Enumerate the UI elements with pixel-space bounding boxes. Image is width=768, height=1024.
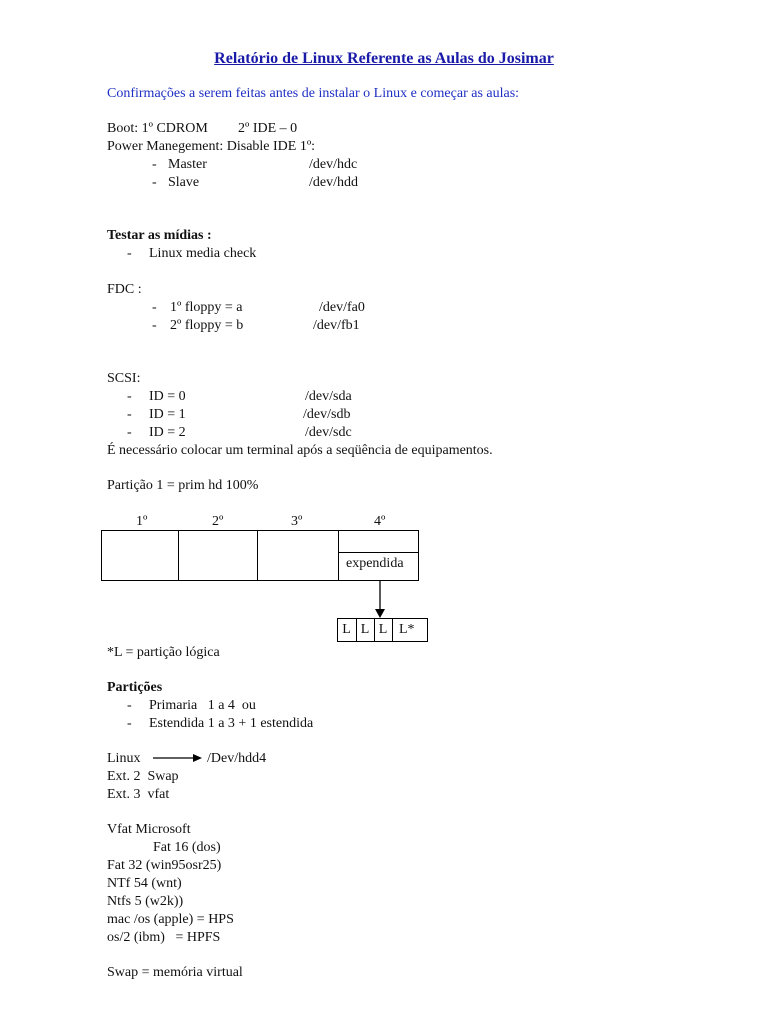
logical-cell-4: L* [399,622,415,637]
boot-second: 2º IDE – 0 [238,121,298,136]
fs-line: Ntfs 5 (w2k)) [107,894,184,909]
logical-cell-2: L [360,622,370,637]
intro-text: Confirmações a serem feitas antes de instalar o Linux e começar as aulas: [107,86,520,101]
logical-note: *L = partição lógica [107,645,220,660]
floppy-2: 2º floppy = b [170,318,244,333]
list-dash: - [152,318,157,333]
list-dash: - [152,300,157,315]
ide-slave: Slave [168,175,200,190]
linux-label: Linux [107,751,141,766]
partition-divider [178,530,179,581]
floppy-1-dev: /dev/fa0 [319,300,365,315]
ext2-line: Ext. 2 Swap [107,769,179,784]
extended-divider [338,552,419,553]
power-management-line: Power Manegement: Disable IDE 1º: [107,139,316,154]
list-dash: - [127,425,132,440]
logical-cell-3: L [378,622,388,637]
linux-device: /Dev/hdd4 [207,751,267,766]
boot-label: Boot: 1º CDROM [107,121,208,136]
document-title: Relatório de Linux Referente as Aulas do Josimar [214,50,554,67]
ide-slave-dev: /dev/hdd [309,175,358,190]
list-dash: - [127,716,132,731]
fs-line: os/2 (ibm) = HPFS [107,930,221,945]
partition-header-3: 3º [291,514,303,529]
list-dash: - [127,246,132,261]
fs-line: NTf 54 (wnt) [107,876,182,891]
partition-primary: Primaria 1 a 4 ou [149,698,256,713]
ext3-line: Ext. 3 vfat [107,787,170,802]
scsi-id-1-dev: /dev/sdb [303,407,351,422]
partition-extended: Estendida 1 a 3 + 1 estendida [149,716,314,731]
list-dash: - [127,698,132,713]
partition-header-1: 1º [136,514,148,529]
fs-line: mac /os (apple) = HPS [107,912,234,927]
scsi-heading: SCSI: [107,371,141,386]
partition-divider [338,530,339,581]
scsi-id-0: ID = 0 [149,389,186,404]
list-dash: - [152,157,157,172]
floppy-2-dev: /dev/fb1 [313,318,360,333]
logical-cell-1: L [342,622,351,637]
fs-line: Fat 16 (dos) [153,840,221,855]
scsi-id-1: ID = 1 [149,407,186,422]
ide-master: Master [168,157,207,172]
ide-master-dev: /dev/hdc [309,157,358,172]
partition-header-2: 2º [212,514,224,529]
test-heading: Testar as mídias : [107,228,212,243]
fs-line: Fat 32 (win95osr25) [107,858,222,873]
fdc-heading: FDC : [107,282,142,297]
logical-divider [392,618,393,642]
right-arrow-icon [152,751,204,765]
scsi-id-0-dev: /dev/sda [305,389,352,404]
list-dash: - [127,389,132,404]
scsi-note: É necessário colocar um terminal após a seqüência de equipamentos. [107,443,493,458]
partition-line: Partição 1 = prim hd 100% [107,478,259,493]
scsi-id-2-dev: /dev/sdc [305,425,352,440]
extended-label: expendida [346,556,404,571]
down-arrow-icon [370,580,390,620]
swap-line: Swap = memória virtual [107,965,243,980]
list-dash: - [127,407,132,422]
list-dash: - [152,175,157,190]
floppy-1: 1º floppy = a [170,300,243,315]
test-item: Linux media check [149,246,257,261]
partition-divider [257,530,258,581]
partition-header-4: 4º [374,514,386,529]
fs-line: Vfat Microsoft [107,822,191,837]
partitions-heading: Partições [107,680,163,695]
scsi-id-2: ID = 2 [149,425,186,440]
